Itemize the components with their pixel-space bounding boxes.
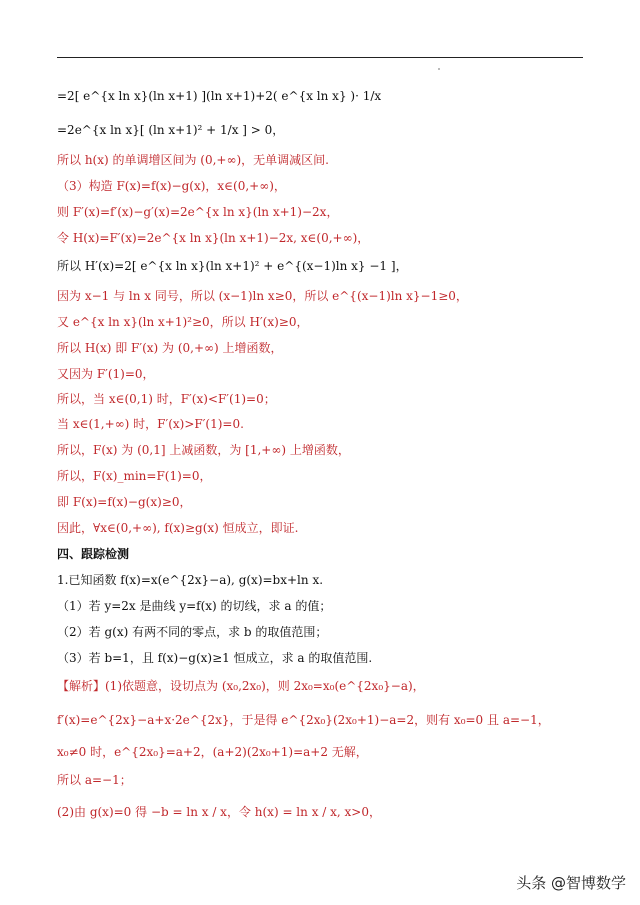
speck — [438, 68, 440, 70]
text-line: 则 F′(x)=f′(x)−g′(x)=2e^{x ln x}(ln x+1)−2x， — [57, 205, 339, 219]
text-line: 因此，∀x∈(0,+∞), f(x)≥g(x) 恒成立，即证. — [57, 521, 299, 535]
text-line: x₀≠0 时，e^{2x₀}=a+2，(a+2)(2x₀+1)=a+2 无解， — [57, 745, 368, 759]
text-line: 所以 H(x) 即 F′(x) 为 (0,+∞) 上增函数， — [57, 341, 283, 355]
header-rule — [57, 57, 583, 58]
watermark: 头条 @智博数学 — [516, 874, 626, 892]
text-line: 即 F(x)=f(x)−g(x)≥0， — [57, 495, 192, 509]
text-line: 令 H(x)=F′(x)=2e^{x ln x}(ln x+1)−2x, x∈(0,+∞)， — [57, 231, 370, 245]
text-line: （2）若 g(x) 有两不同的零点，求 b 的取值范围； — [57, 625, 328, 639]
text-line: 所以 H′(x)=2[ e^{x ln x}(ln x+1)² + e^{(x−1)ln x} −1 ]， — [57, 259, 408, 273]
text-line: （3）构造 F(x)=f(x)−g(x)，x∈(0,+∞)， — [57, 179, 286, 193]
text-line: （3）若 b=1，且 f(x)−g(x)≥1 恒成立，求 a 的取值范围. — [57, 651, 373, 665]
text-line: =2e^{x ln x}[ (ln x+1)² + 1/x ] > 0， — [57, 123, 285, 137]
text-line: 因为 x−1 与 ln x 同号，所以 (x−1)ln x≥0，所以 e^{(x−1)ln x}−1≥0， — [57, 289, 468, 303]
text-line: 所以 a=−1； — [57, 773, 132, 787]
text-line: 又 e^{x ln x}(ln x+1)²≥0，所以 H′(x)≥0， — [57, 315, 309, 329]
text-line: =2[ e^{x ln x}(ln x+1) ](ln x+1)+2( e^{x ln x} )· 1/x — [57, 89, 382, 103]
text-line: f′(x)=e^{2x}−a+x·2e^{2x}，于是得 e^{2x₀}(2x₀+1)−a=2，则有 x₀=0 且 a=−1， — [57, 713, 550, 727]
text-line: 当 x∈(1,+∞) 时，F′(x)>F′(1)=0. — [57, 417, 244, 431]
text-line: （1）若 y=2x 是曲线 y=f(x) 的切线，求 a 的值； — [57, 599, 332, 613]
text-line: 1.已知函数 f(x)=x(e^{2x}−a), g(x)=bx+ln x. — [57, 573, 324, 587]
text-line: 所以，F(x)_min=F(1)=0， — [57, 469, 212, 483]
text-line: 【解析】(1)依题意，设切点为 (x₀,2x₀)，则 2x₀=x₀(e^{2x₀}−a)， — [57, 679, 425, 693]
text-line: 又因为 F′(1)=0， — [57, 367, 155, 381]
text-line: 所以，当 x∈(0,1) 时，F′(x)<F′(1)=0； — [57, 392, 276, 406]
text-line: 四、跟踪检测 — [57, 547, 130, 561]
text-line: (2)由 g(x)=0 得 −b = ln x / x，令 h(x) = ln x / x, x>0， — [57, 805, 381, 819]
text-line: 所以，F(x) 为 (0,1] 上减函数，为 [1,+∞) 上增函数， — [57, 443, 350, 457]
text-line: 所以 h(x) 的单调增区间为 (0,+∞)，无单调减区间. — [57, 153, 329, 167]
